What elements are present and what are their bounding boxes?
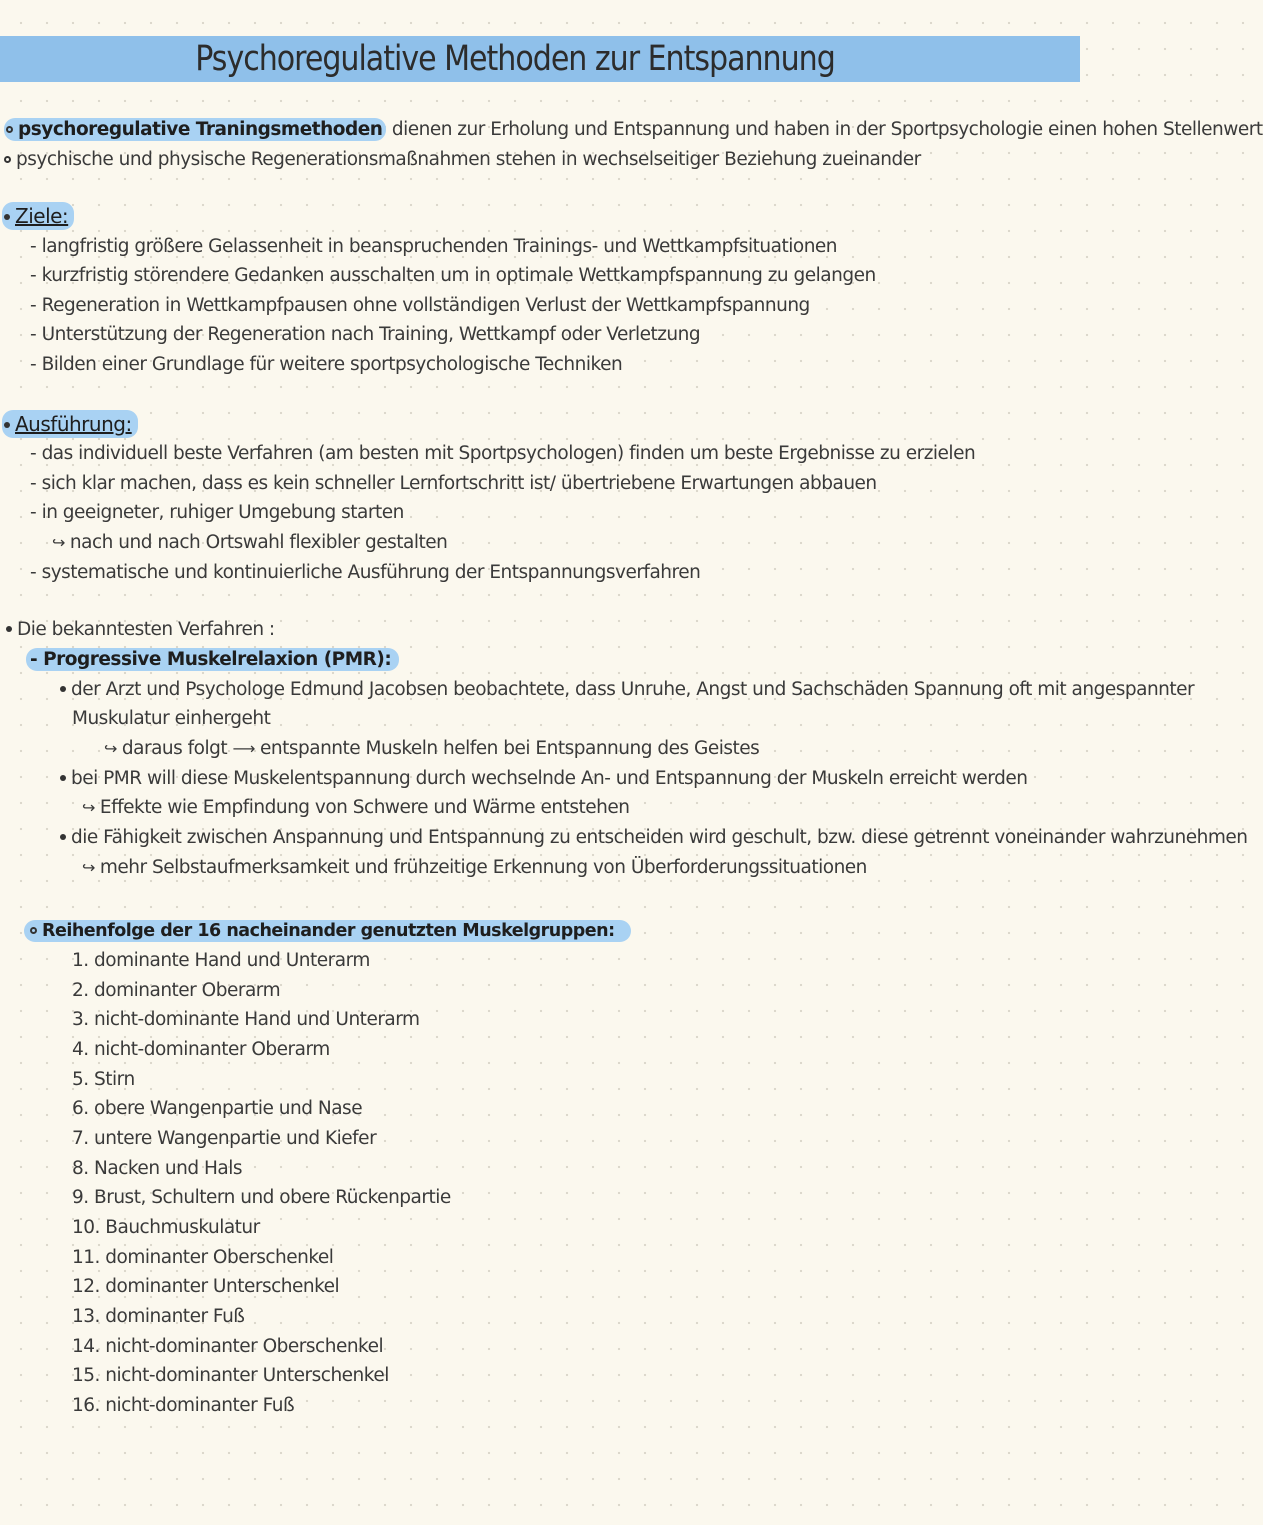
pmr-line-text: Muskulatur einhergeht [72,708,271,729]
list-item: 6. obere Wangenpartie und Nase [72,1098,363,1119]
ziele-item-text: langfristig größere Gelassenheit in beanspruchenden Trainings- und Wettkampfsituationen [41,236,838,257]
pmr-line [82,855,867,881]
intro-highlight-text: psychoregulative Traningsmethoden [18,119,383,140]
pmr-line-text: Effekte wie Empfindung von Schwere und Wärme entstehen [99,797,630,818]
ziele-item-text: Bilden einer Grundlage für weitere sportpsychologische Techniken [41,354,623,375]
pmr-heading [26,647,399,673]
hook-arrow-icon: ↪ [104,739,117,758]
list-item: 5. Stirn [72,1069,135,1090]
pmr-line-text: bei PMR will diese Muskelentspannung durch wechselnde An- und Entspannung der Muskeln erreicht werden [71,768,1028,789]
intro-text: dienen zur Erholung und Entspannung und haben in der Sportpsychologie einen hohen Stellenwert [386,119,1263,140]
pmr-heading-highlight: - Progressive Muskelrelaxion (PMR): [26,648,399,671]
ziele-heading-highlight [2,202,74,230]
ziele-item-text: kurzfristig störendere Gedanken ausschalten um in optimale Wettkampfspannung zu gelangen [41,265,876,286]
pmr-line-text: mehr Selbstaufmerksamkeit und frühzeitige Erkennung von Überforderungssituationen [99,857,867,878]
ausfuehrung-subitem [52,530,447,556]
dot-bullet-icon [60,775,66,781]
ausfuehrung-item-text: systematische und kontinuierliche Ausführung der Entspannungsverfahren [41,562,701,583]
ausfuehrung-item: - in geeigneter, ruhiger Umgebung starten [30,502,404,523]
list-item: 13. dominanter Fuß [72,1306,245,1327]
ausfuehrung-item-text: das individuell beste Verfahren (am besten mit Sportpsychologen) finden um beste Ergebnisse zu erzielen [41,443,976,464]
verfahren-heading-text: Die bekanntesten Verfahren : [17,619,275,640]
ziele-item: - Unterstützung der Regeneration nach Training, Wettkampf oder Verletzung [30,324,701,345]
dot-bullet-icon [4,214,10,220]
reihenfolge-heading-text: Reihenfolge der 16 nacheinander genutzten Muskelgruppen: [42,921,615,941]
hook-arrow-icon: ↪ [52,533,65,552]
list-item: 9. Brust, Schultern und obere Rückenpartie [72,1187,451,1208]
ausfuehrung-heading [2,411,138,439]
pmr-line-text: die Fähigkeit zwischen Anspannung und Entspannung zu entscheiden wird geschult, bzw. diese getrennt voneinander wahrzunehmen [71,827,1248,848]
dot-bullet-icon [60,834,66,840]
ziele-heading-text: Ziele: [15,204,69,228]
ring-bullet-icon [6,126,13,133]
ring-bullet-icon [30,927,37,934]
ziele-item: - langfristig größere Gelassenheit in beanspruchenden Trainings- und Wettkampfsituationen [30,236,838,257]
ausfuehrung-item-text: in geeigneter, ruhiger Umgebung starten [41,502,404,523]
ausfuehrung-heading-highlight [2,410,138,438]
intro-highlight [4,118,386,141]
hook-arrow-icon: ↪ [82,798,95,817]
pmr-line-text: daraus folgt [121,738,228,759]
ziele-item-text: Unterstützung der Regeneration nach Training, Wettkampf oder Verletzung [41,324,701,345]
pmr-line-text: entspannte Muskeln helfen bei Entspannung des Geistes [259,738,760,759]
ausfuehrung-subitem-text: nach und nach Ortswahl flexibler gestalten [69,532,448,553]
list-item: 10. Bauchmuskulatur [72,1217,260,1238]
pmr-heading-text: Progressive Muskelrelaxion (PMR): [43,649,392,670]
list-item: 2. dominanter Oberarm [72,980,281,1001]
list-item: 16. nicht-dominanter Fuß [72,1395,295,1416]
list-item: 8. Nacken und Hals [72,1158,243,1179]
list-item: 12. dominanter Unterschenkel [72,1276,340,1297]
dot-bullet-icon [60,686,66,692]
pmr-line [72,706,270,732]
pmr-line [60,766,1027,792]
verfahren-heading [6,617,275,643]
ausfuehrung-item: - das individuell beste Verfahren (am besten mit Sportpsychologen) finden um beste Ergebnisse zu erzielen [30,443,976,464]
hook-arrow-icon: ↪ [82,858,95,877]
page-title: Psychoregulative Methoden zur Entspannung [195,39,835,79]
ziele-item: - Bilden einer Grundlage für weitere sportpsychologische Techniken [30,354,623,375]
ausfuehrung-heading-text: Ausführung: [15,412,132,436]
pmr-line-text: der Arzt und Psychologe Edmund Jacobsen beobachtete, dass Unruhe, Angst und Sachschäden Spannung oft mit angespannter [71,679,1195,700]
list-item: 1. dominante Hand und Unterarm [72,950,370,971]
dot-bullet-icon [6,626,12,632]
ausfuehrung-item: - systematische und kontinuierliche Ausführung der Entspannungsverfahren [30,562,701,583]
ziele-heading [2,203,74,231]
pmr-line [60,677,1194,703]
pmr-line [104,736,759,762]
list-item: 3. nicht-dominante Hand und Unterarm [72,1009,420,1030]
ausfuehrung-item-text: sich klar machen, dass es kein schneller Lernfortschritt ist/ übertriebene Erwartungen abbauen [41,473,877,494]
pmr-line [82,795,629,821]
reihenfolge-heading-highlight [24,920,631,942]
ziele-item: - Regeneration in Wettkampfpausen ohne vollständigen Verlust der Wettkampfspannung [30,295,810,316]
list-item: 11. dominanter Oberschenkel [72,1247,334,1268]
list-item: 15. nicht-dominanter Unterschenkel [72,1365,389,1386]
ziele-item: - kurzfristig störendere Gedanken ausschalten um in optimale Wettkampfspannung zu gelangen [30,265,876,286]
ziele-item-text: Regeneration in Wettkampfpausen ohne vollständigen Verlust der Wettkampfspannung [41,295,810,316]
list-item: 4. nicht-dominanter Oberarm [72,1039,330,1060]
intro-line-1 [4,117,1263,143]
intro-text: psychische und physische Regenerationsmaßnahmen stehen in wechselseitiger Beziehung zueinander [16,149,921,170]
ausfuehrung-item: - sich klar machen, dass es kein schneller Lernfortschritt ist/ übertriebene Erwartungen abbauen [30,473,877,494]
ring-bullet-icon [4,156,11,163]
list-item: 7. untere Wangenpartie und Kiefer [72,1128,377,1149]
right-arrow-icon: ⟶ [232,739,255,758]
intro-line-2 [4,147,921,173]
list-item: 14. nicht-dominanter Oberschenkel [72,1336,384,1357]
reihenfolge-heading [24,918,631,944]
pmr-line [60,825,1248,851]
dot-bullet-icon [4,422,10,428]
